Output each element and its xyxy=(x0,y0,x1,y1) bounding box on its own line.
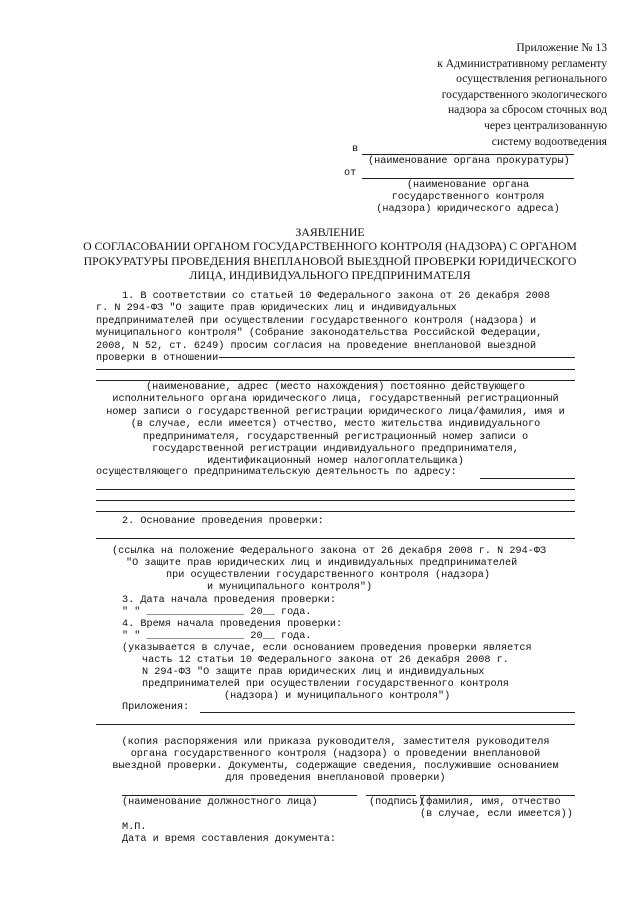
attachments-label: Приложения: xyxy=(122,702,190,713)
appendix-header xyxy=(347,40,607,149)
official-line xyxy=(122,795,357,796)
appendix-line: систему водоотведения xyxy=(491,134,607,148)
datetime-label: Дата и время составления документа: xyxy=(122,834,336,845)
document-title: ЗАЯВЛЕНИЕ О СОГЛАСОВАНИИ ОРГАНОМ ГОСУДАРСТВЕННОГО КОНТРОЛЯ (НАДЗОРА) С ОРГАНОМ ПРОКУРАТУРЫ ПРОВЕДЕНИЯ ВНЕПЛАНОВОЙ ВЫЕЗДНОЙ ПРОВЕРКИ ЮРИДИЧЕСКОГО ЛИЦА, ИНДИВИДУАЛЬНОГО ПРЕДПРИНИМАТЕЛЯ xyxy=(83,225,577,283)
full-name-caption-2: (в случае, если имеется)) xyxy=(420,809,573,820)
from-caption: (наименование органа государственного контроля (надзора) юридического адреса) xyxy=(376,180,560,215)
from-label: от xyxy=(344,168,357,179)
item1-text: 1. В соответствии со статьей 10 Федерального закона от 26 декабря 2008 г. N 294-ФЗ "О защите прав юридических лиц и индивидуальных предпринимателей при осуществлении государственного контроля (надзора) и муниципального контроля" (Собрание законодательства Российской Федерации, 2008, N 52, ст. 6249) просим согласия на проведение внеплановой выездной проверки в отношении xyxy=(96,291,550,365)
item4-label: 4. Время начала проведения проверки: xyxy=(122,619,343,630)
address-line xyxy=(96,511,575,512)
signature-line xyxy=(366,795,416,796)
item3-label: 3. Дата начала проведения проверки: xyxy=(122,595,336,606)
item2-caption: (ссылка на положение Федерального закона от 26 декабря 2008 г. N 294-ФЗ "О защите прав юридических лиц и индивидуальных предпринимателей при осуществлении государственного контроля (надзора) и муниципального контроля") xyxy=(112,546,547,593)
full-name-line xyxy=(420,795,575,796)
stamp-label: М.П. xyxy=(122,822,147,833)
appendix-line: надзора за сбросом сточных вод xyxy=(447,103,607,117)
inspection-subject-line xyxy=(96,380,575,381)
attachments-line xyxy=(96,724,575,725)
to-caption: (наименование органа прокуратуры) xyxy=(368,156,570,167)
signature-caption: (подпись) xyxy=(369,797,425,808)
appendix-line: осуществления регионального xyxy=(456,72,607,86)
appendix-line: к Административному регламенту xyxy=(437,56,607,70)
to-label: в xyxy=(352,144,359,155)
from-field-line xyxy=(362,178,574,179)
basis-line xyxy=(96,538,575,539)
appendix-line: Приложение № 13 xyxy=(516,41,607,54)
inspection-subject-line xyxy=(219,357,575,358)
appendix-line: через централизованную xyxy=(484,118,607,132)
address-line xyxy=(96,489,575,490)
address-line xyxy=(480,478,575,479)
appendix-line: государственного экологического xyxy=(441,87,607,101)
item2-label: 2. Основание проведения проверки: xyxy=(122,516,324,527)
official-caption: (наименование должностного лица) xyxy=(122,797,318,808)
to-field-line xyxy=(362,154,574,155)
address-line xyxy=(96,500,575,501)
start-time: " " ________________ 20__ года. xyxy=(122,631,312,642)
item4-caption: (указывается в случае, если основанием проведения проверки является часть 12 статьи 10 Федерального закона от 26 декабря 2008 г. N 294-ФЗ "О защите прав юридических лиц и индивидуальных предпринимателей при осуществлении государственного контроля (надзора) и муниципального контроля") xyxy=(122,643,532,702)
attachments-line xyxy=(200,712,575,713)
full-name-caption: (фамилия, имя, отчество xyxy=(420,797,561,808)
attachments-caption: (копия распоряжения или приказа руководителя, заместителя руководителя органа государственного контроля (надзора) о проведении внеплановой выездной проверки. Документы, содержащие сведения, послужившие основанием для проведения внеплановой проверки) xyxy=(112,737,559,784)
address-label: осуществляющего предпринимательскую деятельность по адресу: xyxy=(96,467,457,478)
start-date: " " ________________ 20__ года. xyxy=(122,607,312,618)
inspection-subject-line xyxy=(96,369,575,370)
item1-caption: (наименование, адрес (место нахождения) постоянно действующего исполнительного органа юридического лица, государственный регистрационный номер записи о государственной регистрации юридического лица/фамилия, имя и (в случае, если имеется) отчество, место жительства индивидуального предпринимателя, государственный регистрационный номер записи о государственной регистрации индивидуального предпринимателя, идентификационный номер налогоплательщика) xyxy=(106,382,565,468)
